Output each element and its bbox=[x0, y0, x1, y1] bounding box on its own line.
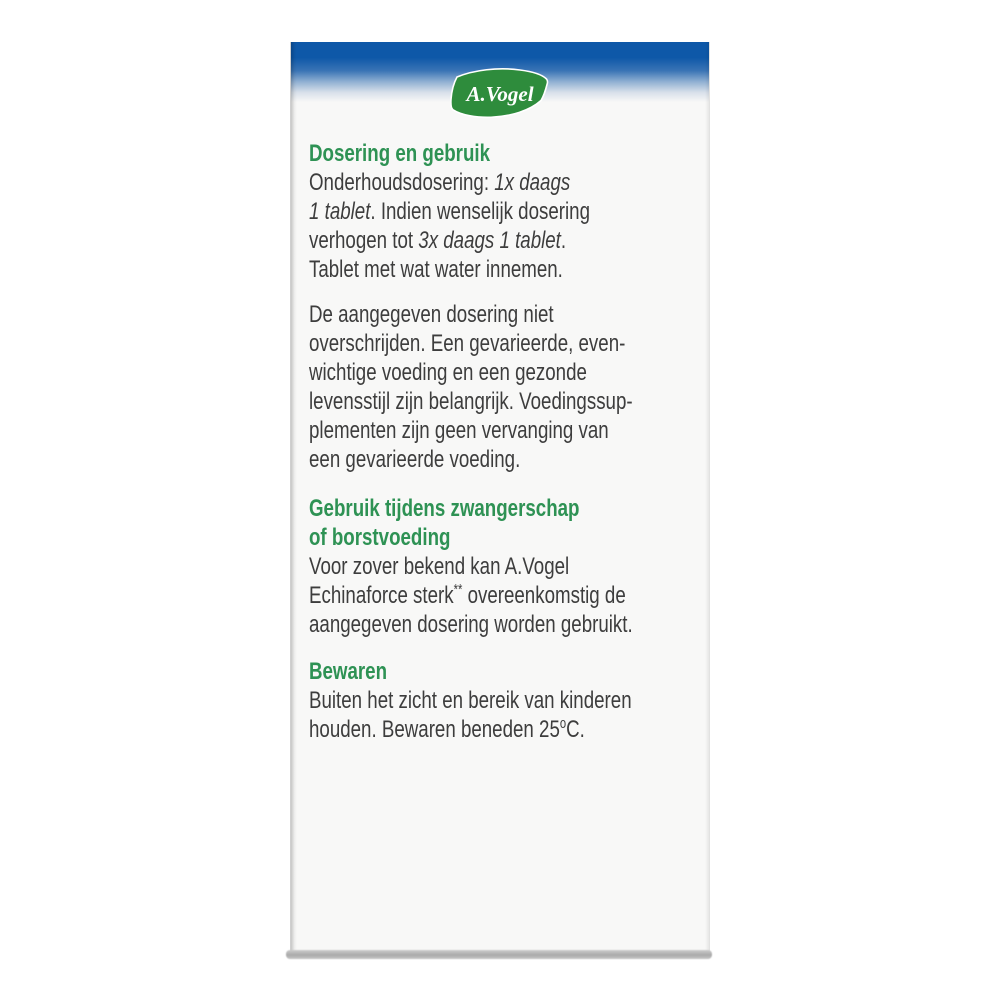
avogel-logo-banner bbox=[449, 68, 551, 118]
section-heading bbox=[309, 657, 701, 686]
text-line: of borstvoeding bbox=[309, 524, 451, 551]
section-heading bbox=[309, 494, 701, 552]
text-line: Tablet met wat water innemen. bbox=[309, 256, 563, 283]
section-body bbox=[309, 300, 701, 474]
text-line: De aangegeven dosering niet bbox=[309, 301, 554, 328]
panel-text bbox=[309, 139, 701, 744]
box-left-edge-shade bbox=[291, 42, 297, 952]
section-dosering-waarschuwing bbox=[309, 300, 701, 474]
text-line: overschrijden. Een gevarieerde, even- bbox=[309, 330, 626, 357]
text-line: 1 tablet. Indien wenselijk dosering bbox=[309, 198, 590, 225]
logo-wordmark: A.Vogel bbox=[466, 82, 534, 106]
text-line: Gebruik tijdens zwangerschap bbox=[309, 495, 580, 522]
section-dosering-en-gebruik bbox=[309, 139, 701, 284]
text-line: plementen zijn geen vervanging van bbox=[309, 417, 609, 444]
avogel-logo bbox=[449, 68, 551, 118]
product-box-panel bbox=[290, 42, 710, 952]
text-line: Dosering en gebruik bbox=[309, 140, 490, 167]
box-bottom-edge bbox=[286, 950, 712, 959]
section-bewaren bbox=[309, 657, 701, 744]
text-line: wichtige voeding en een gezonde bbox=[309, 359, 587, 386]
section-zwangerschap-borstvoeding bbox=[309, 494, 701, 639]
text-line: Echinaforce sterk** overeenkomstig de bbox=[309, 582, 626, 609]
text-line: Voor zover bekend kan A.Vogel bbox=[309, 553, 570, 580]
text-line: levensstijl zijn belangrijk. Voedingssup- bbox=[309, 388, 633, 415]
text-line: Bewaren bbox=[309, 658, 388, 685]
text-line: verhogen tot 3x daags 1 tablet. bbox=[309, 227, 567, 254]
section-body bbox=[309, 686, 701, 744]
text-line: houden. Bewaren beneden 25$^o$C. bbox=[309, 716, 585, 743]
text-line: aangegeven dosering worden gebruikt. bbox=[309, 611, 633, 638]
box-right-edge-shade bbox=[705, 42, 709, 952]
section-heading bbox=[309, 139, 701, 168]
section-body bbox=[309, 552, 701, 639]
text-line: Onderhoudsdosering: 1x daags bbox=[309, 169, 571, 196]
text-line: Buiten het zicht en bereik van kinderen bbox=[309, 687, 632, 714]
section-body bbox=[309, 168, 701, 284]
text-line: een gevarieerde voeding. bbox=[309, 446, 521, 473]
